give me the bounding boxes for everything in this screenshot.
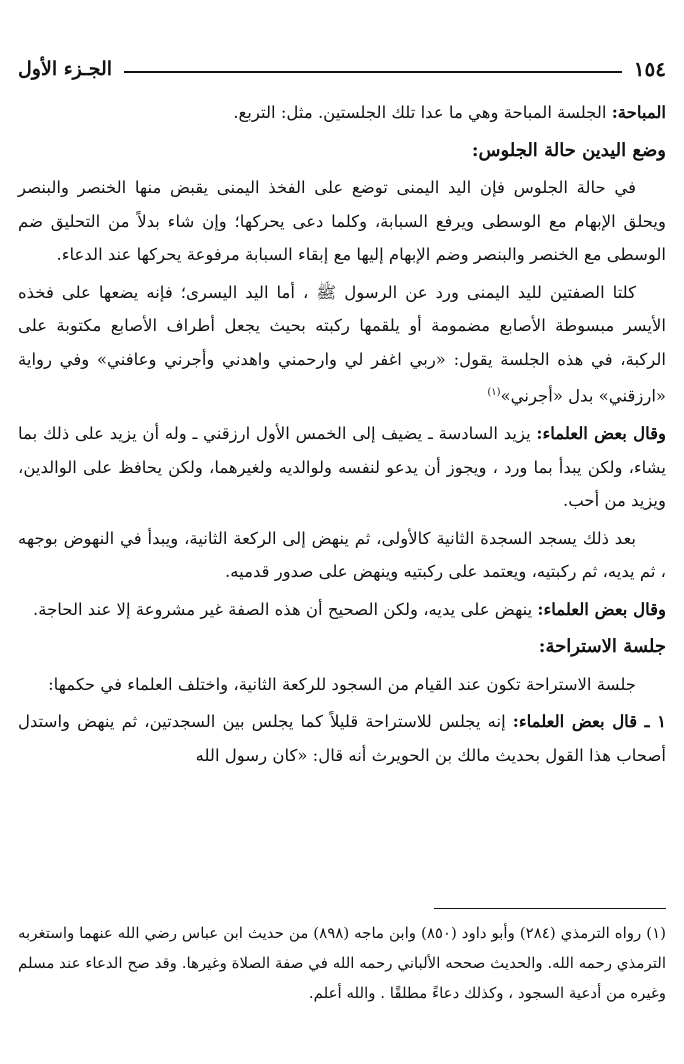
section-heading-hands: وضع اليدين حالة الجلوس: [471,139,666,161]
header-rule [124,71,622,73]
paragraph-scholars-1 [18,417,666,518]
paragraph-rest-sitting: جلسة الاستراحة تكون عند القيام من السجود للركعة الثانية، واختلف العلماء في حكمها: [48,674,636,694]
paragraph-text: إنه يجلس للاستراحة قليلاً كما يجلس بين السجدتين، ثم ينهض واستدل أصحاب هذا القول بحديث مالك بن الحويرث أنه قال: «كان رسول الله [18,712,666,765]
term-lead: المباحة: [611,103,666,122]
scholars-lead: وقال بعض العلماء: [536,424,666,443]
paragraph-mubaha [18,96,666,130]
main-text [18,96,666,776]
page-header [18,54,666,84]
scholars-lead: وقال بعض العلماء: [537,599,666,619]
paragraph-scholars-2 [18,593,666,627]
paragraph-text: يزيد السادسة ـ يضيف إلى الخمس الأول ارزقني ـ وله أن يزيد على ذلك بما يشاء، ولكن يبدأ بما ورد ، ويجوز أن يدعو لنفسه ولوالديه ولغيرهما، ولكن يحافظ على الوالدين، ويزيد من أحب. [18,424,666,510]
section-heading-rest-sitting: جلسة الاستراحة: [538,636,666,657]
paragraph-right-hand: في حالة الجلوس فإن اليد اليمنى توضع على الفخذ اليمنى يقبض منها الخنصر والبنصر ويحلق الإبهام مع الوسطى ويرفع السبابة، وكلما دعى يحركها؛ وإن شاء بدلاً من التحليق ضم الوسطى مع الخنصر والبنصر وضم الإبهام إليها مع إبقاء السبابة مرفوعة يحركها عند الدعاء. [18,178,666,264]
paragraph-left-hand [18,276,666,414]
scholars-lead: ١ ـ قال بعض العلماء: [512,712,666,731]
footnote-separator [434,908,666,909]
footnotes [18,918,666,1008]
book-page [18,0,666,1064]
page-number: ١٥٤ [633,57,666,81]
paragraph-scholars-3 [18,705,666,772]
paragraph-text: الجلسة المباحة وهي ما عدا تلك الجلستين. مثل: التربع. [233,103,612,122]
paragraph-text: كلتا الصفتين لليد اليمنى ورد عن الرسول ﷺ ، أما اليد اليسرى؛ فإنه يضعها على فخذه الأيسر مبسوطة الأصابع مضمومة أو يلقمها ركبته بحيث يجعل أطراف الأصابع مكتوبة على الركبة، في هذه الجلسة يقول: «ربي اغفر لي وارحمني واهدني وأجرني وعافني» وفي رواية «ارزقني» بدل «أجرني» [18,282,666,406]
paragraph-second-sajda: بعد ذلك يسجد السجدة الثانية كالأولى، ثم ينهض إلى الركعة الثانية، ويبدأ في النهوض بوجهه ، ثم يديه، ثم ركبتيه، ويعتمد على ركبتيه وينهض على صدور قدميه. [18,528,666,581]
running-title: الجـزء الأول [18,58,113,80]
footnote-marker[interactable]: (١) [487,387,501,398]
footnote-text: رواه الترمذي (٢٨٤) وأبو داود (٨٥٠) وابن ماجه (٨٩٨) من حديث ابن عباس رضي الله عنهما واستغربه الترمذي رحمه الله. والحديث صححه الألباني رحمه الله في صفة الصلاة وغيرها. وقد صح الدعاء عند مسلم وغيره من أدعية السجود ، وكذلك دعاءً مطلقًا . والله أعلم. [18,924,666,1002]
footnote-number: (١) [646,924,666,942]
paragraph-text: ينهض على يديه، ولكن الصحيح أن هذه الصفة غير مشروعة إلا عند الحاجة. [32,599,538,619]
footnote-1 [18,918,666,1008]
